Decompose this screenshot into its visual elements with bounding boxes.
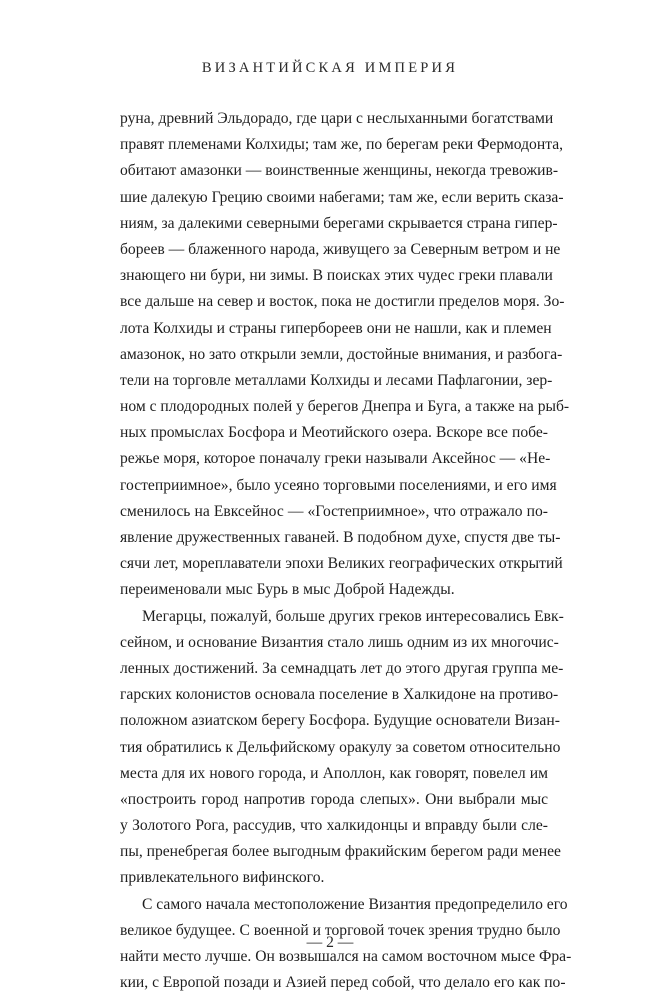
page-number: — 2 — [306, 934, 354, 951]
text-line: руна, древний Эльдорадо, где цари с неслыханными богатствами [120, 110, 554, 127]
text-line: тия обратились к Дельфийскому оракулу за советом относительно [120, 738, 561, 756]
text-line: шие далекую Грецию своими набегами; там же, если верить сказа- [120, 188, 564, 206]
text-line: кии, с Европой позади и Азией перед собой, что делало его как по- [120, 974, 566, 992]
text-line: «построить город напротив города слепых». Они выбрали мыс [120, 790, 548, 808]
text-line: пы, пренебрегая более выгодным фракийским берегом ради менее [120, 843, 561, 861]
text-line: тели на торговле металлами Колхиды и лесами Пафлагонии, зер- [120, 371, 553, 389]
text-line: у Золотого Рога, рассудив, что халкидонцы и вправду были сле- [120, 817, 548, 835]
text-line: места для их нового города, и Аполлон, как говорят, повелел им [120, 764, 548, 782]
text-line: знающего ни бури, ни зимы. В поисках этих чудес греки плавали [120, 267, 553, 285]
text-line: явление дружественных гаваней. В подобном духе, спустя две ты- [120, 529, 561, 546]
text-line: ном с плодородных полей у берегов Днепра и Буга, а также на рыб- [120, 398, 570, 416]
text-line: найти место лучше. Он возвышался на самом восточном мысе Фра- [120, 948, 572, 965]
text-line: режье моря, которое поначалу греки называли Аксейнос — «Не- [120, 450, 551, 468]
text-line: С самого начала местоположение Византия предопределило его [142, 895, 568, 913]
text-line: обитают амазонки — воинственные женщины, некогда тревожив- [120, 162, 559, 180]
text-line: гарских колонистов основала поселение в Халкидоне на противо- [120, 686, 559, 704]
text-line: сейном, и основание Византия стало лишь одним из их многочис- [120, 633, 559, 651]
text-line: Мегарцы, пожалуй, больше других греков интересовались Евк- [142, 607, 564, 625]
text-line: сменилось на Евксейнос — «Гостеприимное», что отражало по- [120, 502, 548, 520]
text-line: сячи лет, мореплаватели эпохи Великих географических открытий [120, 555, 563, 573]
text-line: ленных достижений. За семнадцать лет до этого другая группа ме- [120, 659, 564, 677]
text-line: бореев — блаженного народа, живущего за Северным ветром и не [120, 240, 561, 258]
text-line: все дальше на север и восток, пока не достигли пределов моря. Зо- [120, 293, 565, 311]
text-line: положном азиатском берегу Босфора. Будущие основатели Визан- [120, 712, 560, 730]
text-line: переименовали мыс Бурь в мыс Доброй Надежды. [120, 581, 455, 599]
text-line: лота Колхиды и страны гипербореев они не нашли, как и племен [120, 319, 552, 337]
running-header: ВИЗАНТИЙСКАЯ ИМПЕРИЯ [201, 60, 459, 76]
text-line: ниям, за далекими северными берегами скрывается страна гипер- [120, 214, 558, 232]
text-line: великое будущее. С военной и торговой точек зрения трудно было [120, 921, 561, 939]
text-line: ных промыслах Босфора и Меотийского озера. Вскоре все побе- [120, 424, 548, 442]
text-line: правят племенами Колхиды; там же, по берегам реки Фермодонта, [120, 136, 564, 154]
text-line: амазонок, но зато открыли земли, достойные внимания, и разбога- [120, 345, 563, 363]
body-text [120, 106, 572, 996]
text-line: гостеприимное», было усеяно торговыми поселениями, и его имя [120, 476, 557, 494]
text-line: привлекательного вифинского. [120, 869, 325, 887]
